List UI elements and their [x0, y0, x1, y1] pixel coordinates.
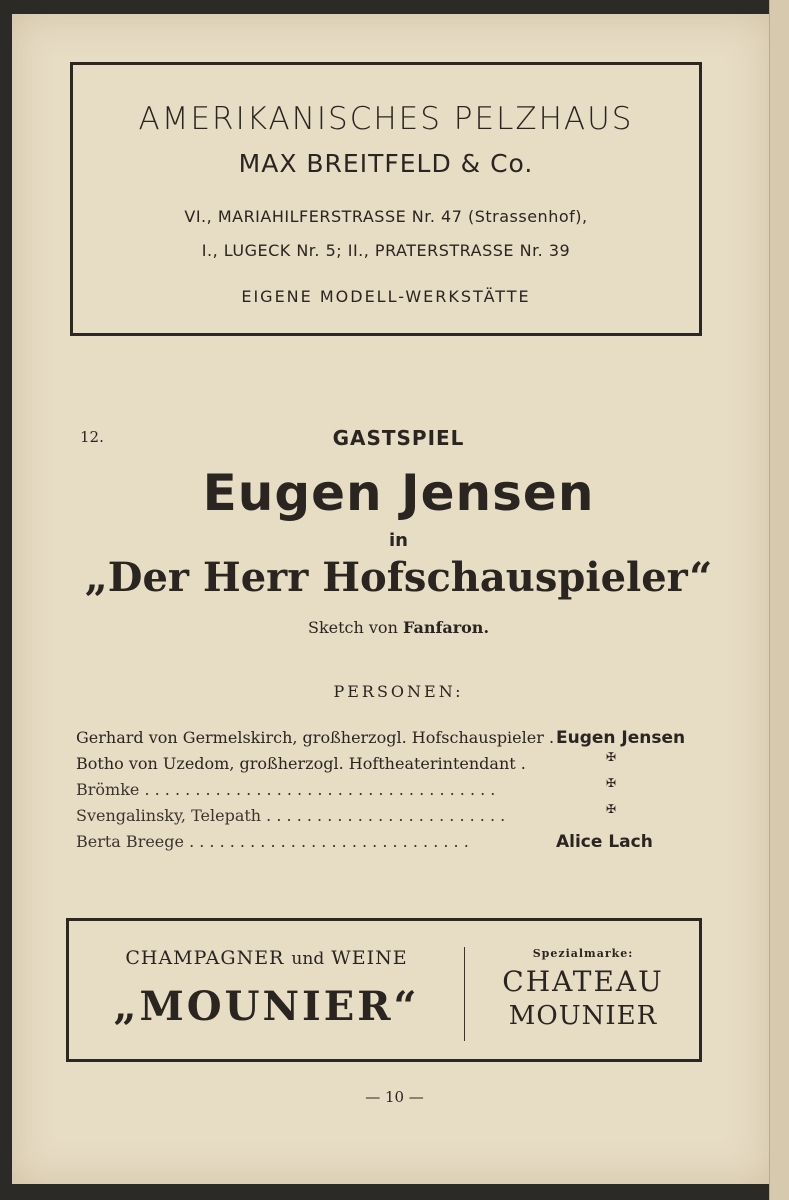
cast-role: Svengalinsky, Telepath: [76, 806, 262, 825]
ad-address-line-2: I., LUGECK Nr. 5; II., PRATERSTRASSE Nr. 39: [201, 241, 571, 260]
champagne-advertisement: [66, 918, 702, 1062]
cast-actor: Alice Lach: [556, 832, 653, 852]
wine-line: [69, 947, 464, 969]
gastspiel-heading: GASTSPIEL: [332, 426, 465, 450]
play-title: „Der Herr Hofschauspieler“: [84, 554, 713, 601]
cross-mark-icon: ✠: [605, 802, 617, 816]
cast-actor: Eugen Jensen: [556, 728, 686, 748]
cast-row: [76, 750, 726, 776]
ad-subtitle: MAX BREITFELD & Co.: [238, 149, 534, 178]
cast-role: Gerhard von Germelskirch, großherzogl. Hofschauspieler .: [76, 728, 555, 747]
cast-role: Botho von Uzedom, großherzogl. Hoftheaterintendant .: [76, 754, 526, 773]
fur-house-advertisement: [70, 62, 702, 336]
cast-role: Brömke: [76, 780, 140, 799]
ad-workshop: EIGENE MODELL-WERKSTÄTTE: [241, 287, 531, 306]
ad-title: AMERIKANISCHES PELZHAUS: [138, 101, 634, 137]
sketch-credit: [0, 618, 789, 637]
cast-row: [76, 724, 726, 750]
dot-leader: Brömke . . . . . . . . . . . . . . . . . . . . . . . . . . . . . . . . . . .: [76, 780, 496, 799]
cross-mark-icon: ✠: [605, 750, 617, 764]
wine-word-und: und: [291, 949, 325, 969]
dot-leader: Berta Breege . . . . . . . . . . . . . . . . . . . . . . . . . . . .: [76, 832, 469, 851]
wine-word-champagner: CHAMPAGNER: [125, 947, 285, 969]
sketch-author: Fanfaron.: [402, 618, 490, 637]
ad-address-line-1: VI., MARIAHILFERSTRASSE Nr. 47 (Strassenhof),: [184, 207, 588, 226]
cross-mark-icon: ✠: [605, 776, 617, 790]
cast-row: [76, 828, 726, 854]
chateau-line-1: CHATEAU: [502, 965, 664, 998]
cast-row: [76, 802, 726, 828]
in-word: in: [389, 530, 408, 551]
cast-row: [76, 776, 726, 802]
performer-name: Eugen Jensen: [202, 464, 595, 522]
dot-leader: Svengalinsky, Telepath . . . . . . . . . . . . . . . . . . . . . . . .: [76, 806, 506, 825]
sketch-prefix: Sketch von: [307, 618, 398, 637]
chateau-line-2: MOUNIER: [508, 1001, 658, 1031]
personen-heading: PERSONEN:: [333, 682, 464, 701]
cast-role: Berta Breege: [76, 832, 184, 851]
program-item-number: 12.: [80, 428, 104, 446]
special-brand-label: Spezialmarke:: [532, 947, 634, 960]
cast-list: [76, 724, 726, 854]
page-number: — 10 —: [365, 1088, 424, 1106]
wine-word-weine: WEINE: [331, 947, 408, 969]
brand-name: „MOUNIER“: [113, 983, 420, 1030]
